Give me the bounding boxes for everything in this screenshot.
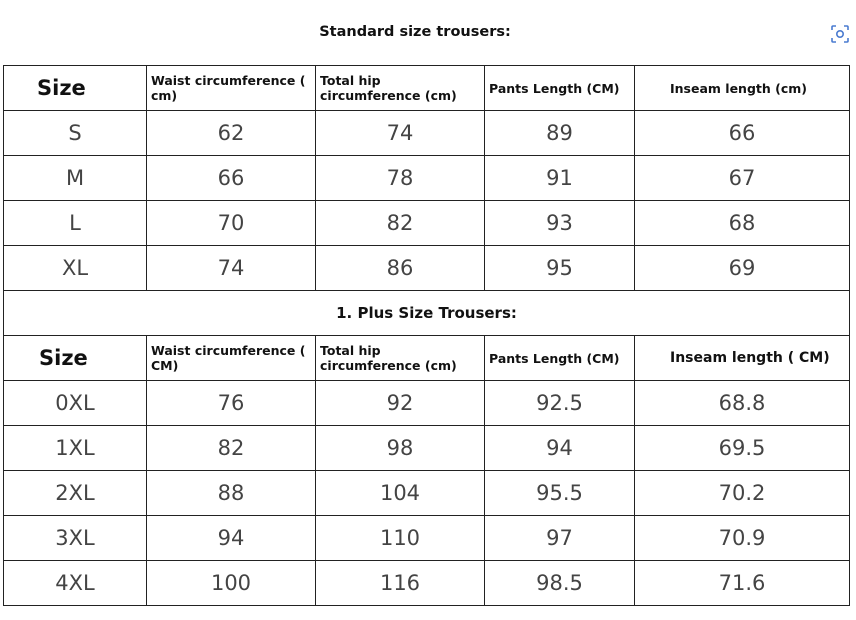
hip-header: Total hip circumference (cm) xyxy=(316,336,485,381)
size-cell: XL xyxy=(4,246,147,291)
hip-cell: 86 xyxy=(316,246,485,291)
table-row xyxy=(4,201,850,246)
hip-header: Total hip circumference (cm) xyxy=(316,66,485,111)
visual-search-icon xyxy=(830,24,850,44)
waist-cell: 66 xyxy=(147,156,316,201)
pants-length-cell: 91 xyxy=(485,156,635,201)
waist-header: Waist circumference ( CM) xyxy=(147,336,316,381)
waist-cell: 70 xyxy=(147,201,316,246)
size-cell: L xyxy=(4,201,147,246)
size-cell: M xyxy=(4,156,147,201)
table-row xyxy=(4,111,850,156)
size-cell: 2XL xyxy=(4,471,147,516)
pants-length-cell: 95.5 xyxy=(485,471,635,516)
hip-cell: 116 xyxy=(316,561,485,606)
table-row xyxy=(4,471,850,516)
hip-cell: 104 xyxy=(316,471,485,516)
pants-length-cell: 97 xyxy=(485,516,635,561)
inseam-cell: 69.5 xyxy=(635,426,850,471)
inseam-header: Inseam length ( CM) xyxy=(635,336,850,381)
standard-header-row xyxy=(4,66,850,111)
table-row xyxy=(4,381,850,426)
section-row xyxy=(4,291,850,336)
table-row xyxy=(4,426,850,471)
hip-cell: 92 xyxy=(316,381,485,426)
inseam-cell: 67 xyxy=(635,156,850,201)
size-cell: 0XL xyxy=(4,381,147,426)
pants-length-cell: 95 xyxy=(485,246,635,291)
waist-cell: 88 xyxy=(147,471,316,516)
hip-cell: 82 xyxy=(316,201,485,246)
waist-cell: 94 xyxy=(147,516,316,561)
table-row xyxy=(4,156,850,201)
table-row xyxy=(4,246,850,291)
waist-cell: 74 xyxy=(147,246,316,291)
inseam-cell: 68.8 xyxy=(635,381,850,426)
waist-cell: 76 xyxy=(147,381,316,426)
table-row xyxy=(4,561,850,606)
waist-cell: 100 xyxy=(147,561,316,606)
plus-header-row xyxy=(4,336,850,381)
size-header: Size xyxy=(4,66,147,111)
pants-length-cell: 98.5 xyxy=(485,561,635,606)
inseam-cell: 68 xyxy=(635,201,850,246)
pants-length-cell: 93 xyxy=(485,201,635,246)
waist-cell: 82 xyxy=(147,426,316,471)
waist-cell: 62 xyxy=(147,111,316,156)
plus-size-section-title: 1. Plus Size Trousers: xyxy=(4,291,850,336)
pants-length-header: Pants Length (CM) xyxy=(485,66,635,111)
pants-length-header: Pants Length (CM) xyxy=(485,336,635,381)
visual-search-button[interactable] xyxy=(826,20,854,48)
hip-cell: 98 xyxy=(316,426,485,471)
page-title: Standard size trousers: xyxy=(319,24,511,40)
size-cell: S xyxy=(4,111,147,156)
size-cell: 1XL xyxy=(4,426,147,471)
inseam-header: Inseam length (cm) xyxy=(635,66,850,111)
inseam-cell: 66 xyxy=(635,111,850,156)
hip-cell: 110 xyxy=(316,516,485,561)
pants-length-cell: 89 xyxy=(485,111,635,156)
size-chart-table xyxy=(3,65,850,606)
hip-cell: 74 xyxy=(316,111,485,156)
pants-length-cell: 92.5 xyxy=(485,381,635,426)
waist-header: Waist circumference ( cm) xyxy=(147,66,316,111)
pants-length-cell: 94 xyxy=(485,426,635,471)
inseam-cell: 69 xyxy=(635,246,850,291)
inseam-cell: 70.2 xyxy=(635,471,850,516)
table-row xyxy=(4,516,850,561)
size-cell: 3XL xyxy=(4,516,147,561)
hip-cell: 78 xyxy=(316,156,485,201)
size-cell: 4XL xyxy=(4,561,147,606)
inseam-cell: 70.9 xyxy=(635,516,850,561)
inseam-cell: 71.6 xyxy=(635,561,850,606)
size-header: Size xyxy=(4,336,147,381)
